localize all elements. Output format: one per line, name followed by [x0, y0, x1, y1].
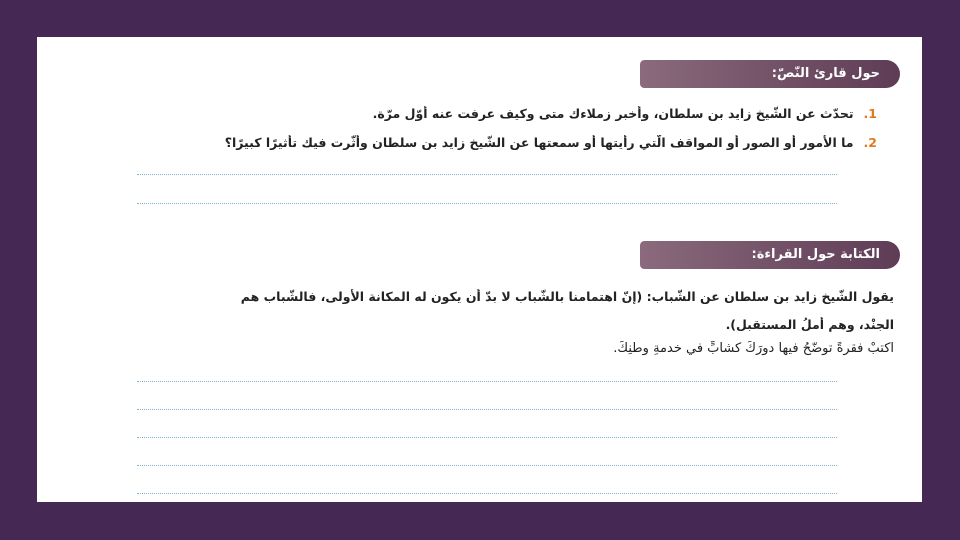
answer-line[interactable]: [137, 203, 837, 204]
question-text: تحدّث عن الشّيخ زايد بن سلطان، وأخبر زملاءك متى وكيف عرفت عنه أوّل مرّة.: [372, 106, 854, 121]
question-number: 1.: [863, 106, 877, 121]
question-2: [167, 135, 877, 150]
section-title: الكتابة حول القراءة:: [751, 247, 880, 262]
question-number: 2.: [863, 135, 877, 150]
worksheet-page: [37, 37, 922, 502]
answer-line[interactable]: [137, 174, 837, 175]
writing-line[interactable]: [137, 409, 837, 410]
section-banner-writing: [640, 241, 900, 269]
quote-line-1: يقول الشّيخ زايد بن سلطان عن الشّباب: (إنّ اهتمامنا بالشّباب لا بدّ أن يكون له المكانة الأولى، فالشّباب هم: [240, 289, 894, 304]
question-1: [167, 106, 877, 121]
quote-line-2: الجنْد، وهم أملُ المستقبل).: [725, 317, 894, 332]
section-title: حول قارئ النّصّ:: [771, 66, 880, 81]
writing-line[interactable]: [137, 493, 837, 494]
question-text: ما الأمور أو الصور أو المواقف الّتي رأيتها أو سمعتها عن الشّيخ زايد بن سلطان وأثّرت فيك تأثيرًا كبيرًا؟: [224, 135, 854, 150]
section-banner-reader: [640, 60, 900, 88]
writing-line[interactable]: [137, 437, 837, 438]
writing-line[interactable]: [137, 465, 837, 466]
writing-line[interactable]: [137, 381, 837, 382]
writing-prompt: اكتبْ فقرةً توضّحُ فيها دورَكَ كشابٍّ في خدمةِ وطنِكَ.: [613, 341, 894, 356]
